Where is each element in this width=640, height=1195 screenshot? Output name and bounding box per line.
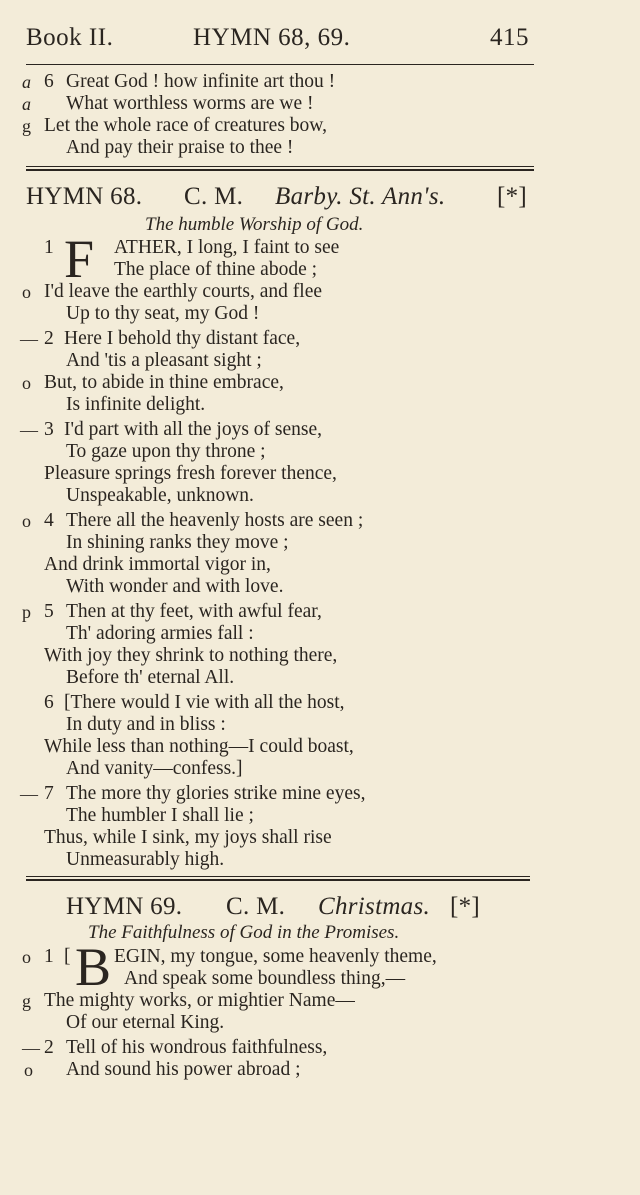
verse-line: Great God ! how infinite art thou ! xyxy=(66,71,336,92)
verse-line: With joy they shrink to nothing there, xyxy=(44,645,338,666)
verse-line: Unmeasurably high. xyxy=(66,849,225,870)
verse-line: And 'tis a pleasant sight ; xyxy=(66,350,262,371)
section-rule-thick xyxy=(26,879,530,881)
verse-line: ATHER, I long, I faint to see xyxy=(114,237,340,258)
verse-line: And vanity—confess.] xyxy=(66,758,243,779)
hymn-tag: [*] xyxy=(450,893,481,920)
hymn-tag: [*] xyxy=(497,183,528,210)
verse-line: The mighty works, or mightier Name— xyxy=(44,990,355,1011)
hymn-number: HYMN 68. xyxy=(26,183,143,210)
page-number: 415 xyxy=(490,24,529,51)
verse-line: Th' adoring armies fall : xyxy=(66,623,254,644)
hymn-meter: C. M. xyxy=(226,893,286,920)
verse-mark: o xyxy=(22,373,31,393)
verse-line: While less than nothing—I could boast, xyxy=(44,736,354,757)
verse-line: To gaze upon thy throne ; xyxy=(66,441,266,462)
verse-mark: o xyxy=(22,947,31,967)
verse-line: In duty and in bliss : xyxy=(66,714,226,735)
verse-number: 6 xyxy=(44,71,54,92)
verse-mark: g xyxy=(22,991,31,1011)
verse-line: The more thy glories strike mine eyes, xyxy=(66,783,366,804)
tune-names: Christmas. xyxy=(318,893,431,920)
verse-line: The humbler I shall lie ; xyxy=(66,805,254,826)
running-head-book: Book II. xyxy=(26,24,114,51)
verse-line: In shining ranks they move ; xyxy=(66,532,289,553)
verse-mark: p xyxy=(22,602,31,622)
verse-mark: g xyxy=(22,116,31,136)
verse-line: But, to abide in thine embrace, xyxy=(44,372,284,393)
verse-mark: — xyxy=(20,329,38,349)
verse-line: Is infinite delight. xyxy=(66,394,206,415)
verse-number: 7 xyxy=(44,783,54,804)
verse-line: Thus, while I sink, my joys shall rise xyxy=(44,827,332,848)
verse-line: Up to thy seat, my God ! xyxy=(66,303,260,324)
hymn-subtitle: The Faithfulness of God in the Promises. xyxy=(88,922,400,943)
verse-line: And pay their praise to thee ! xyxy=(66,137,294,158)
verse-number: 1 xyxy=(44,237,54,258)
verse-line: The place of thine abode ; xyxy=(114,259,318,280)
verse-mark: o xyxy=(22,511,31,531)
verse-number: 5 xyxy=(44,601,54,622)
verse-line: Tell of his wondrous faithfulness, xyxy=(66,1037,328,1058)
verse-mark: o xyxy=(22,282,31,302)
hymn-meter: C. M. xyxy=(184,183,244,210)
verse-mark: a xyxy=(22,72,31,92)
verse-line: I'd leave the earthly courts, and flee xyxy=(44,281,323,302)
verse-line: With wonder and with love. xyxy=(66,576,284,597)
verse-mark: — xyxy=(20,420,38,440)
section-rule-thin xyxy=(26,166,534,167)
section-rule-thin xyxy=(26,876,530,877)
verse-line: And drink immortal vigor in, xyxy=(44,554,271,575)
verse-mark: — xyxy=(20,784,38,804)
verse-line: I'd part with all the joys of sense, xyxy=(64,419,323,440)
hymn-subtitle: The humble Worship of God. xyxy=(145,214,364,235)
verse-mark: a xyxy=(22,94,31,114)
tune-names: Barby. St. Ann's. xyxy=(275,183,446,210)
verse-number: 6 xyxy=(44,692,54,713)
running-head-hymns: HYMN 68, 69. xyxy=(193,24,351,51)
verse-number: 2 xyxy=(44,328,54,349)
verse-line: And sound his power abroad ; xyxy=(66,1059,301,1080)
hymn-number: HYMN 69. xyxy=(66,893,183,920)
verse-number: 4 xyxy=(44,510,54,531)
drop-cap: B xyxy=(75,937,112,997)
verse-line: EGIN, my tongue, some heavenly theme, xyxy=(114,946,437,967)
verse-line: What worthless worms are we ! xyxy=(66,93,314,114)
verse-number: 2 xyxy=(44,1037,54,1058)
header-rule xyxy=(26,64,534,65)
verse-mark: o xyxy=(24,1060,33,1080)
bracket-open: [ xyxy=(64,946,71,967)
verse-line: Pleasure springs fresh forever thence, xyxy=(44,463,337,484)
verse-line: Then at thy feet, with awful fear, xyxy=(66,601,322,622)
verse-number: 3 xyxy=(44,419,54,440)
verse-line: There all the heavenly hosts are seen ; xyxy=(66,510,364,531)
verse-line: Unspeakable, unknown. xyxy=(66,485,254,506)
verse-line: Here I behold thy distant face, xyxy=(64,328,301,349)
verse-line: And speak some boundless thing,— xyxy=(124,968,406,989)
verse-line: Let the whole race of creatures bow, xyxy=(44,115,327,136)
verse-line: Of our eternal King. xyxy=(66,1012,225,1033)
drop-cap: F xyxy=(64,229,95,289)
verse-number: 1 xyxy=(44,946,54,967)
verse-mark: — xyxy=(22,1038,40,1058)
verse-line: Before th' eternal All. xyxy=(66,667,235,688)
verse-line: [There would I vie with all the host, xyxy=(64,692,345,713)
section-rule-thick xyxy=(26,169,534,171)
